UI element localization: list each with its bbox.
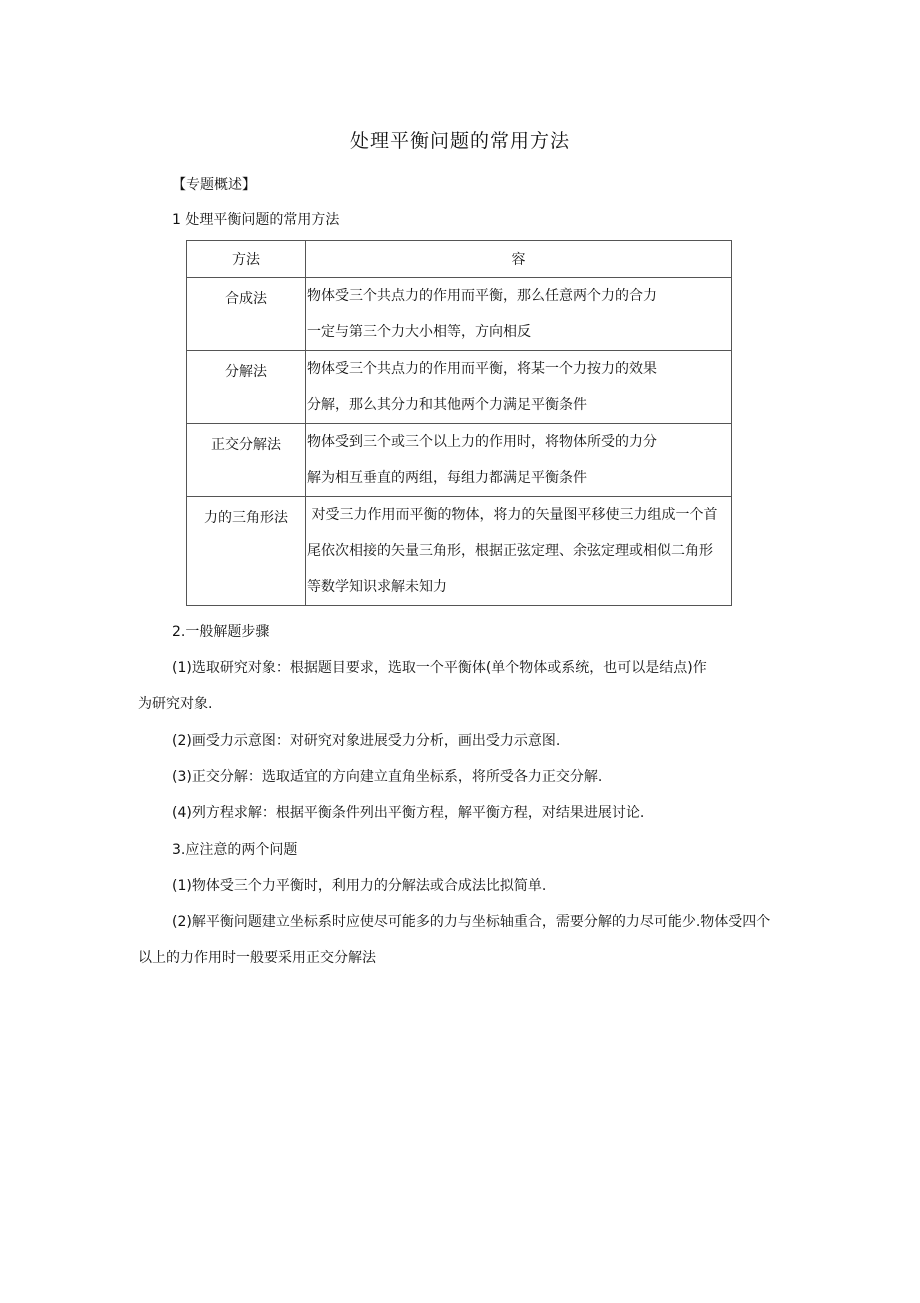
- method-cell: [187, 424, 306, 497]
- section3-item2-line1: (2)解平衡问题建立坐标系时应使尽可能多的力与坐标轴重合，需要分解的力尽可能少.物体受四个: [172, 914, 771, 930]
- overview-heading: 【专题概述】: [172, 177, 256, 193]
- description-line: 对受三力作用而平衡的物体，将力的矢量图平移使三力组成一个首: [307, 507, 718, 523]
- step3: (3)正交分解：选取适宜的方向建立直角坐标系，将所受各力正交分解.: [172, 769, 603, 785]
- method-name: 正交分解法: [211, 437, 281, 453]
- description-cell: [306, 351, 732, 424]
- method-cell: [187, 497, 306, 606]
- methods-table: [186, 240, 732, 606]
- step1-line2: 为研究对象.: [138, 696, 213, 712]
- section3-heading: 3.应注意的两个问题: [172, 842, 298, 858]
- description-cell: [306, 424, 732, 497]
- table-row: [187, 497, 732, 606]
- step1-line1: (1)选取研究对象：根据题目要求，选取一个平衡体(单个物体或系统，也可以是结点)作: [172, 660, 707, 676]
- method-cell: [187, 278, 306, 351]
- description-line: 分解，那么其分力和其他两个力满足平衡条件: [307, 397, 587, 413]
- method-cell: [187, 351, 306, 424]
- description-line: 等数学知识求解未知力: [307, 579, 447, 595]
- description-line: 尾依次相接的矢量三角形，根据正弦定理、余弦定理或相似二角形: [307, 543, 713, 559]
- step4: (4)列方程求解：根据平衡条件列出平衡方程，解平衡方程，对结果进展讨论.: [172, 805, 645, 821]
- table-header-row: [187, 241, 732, 278]
- table-row: [187, 278, 732, 351]
- section3-item1: (1)物体受三个力平衡时，利用力的分解法或合成法比拟简单.: [172, 878, 547, 894]
- description-line: 解为相互垂直的两组，每组力都满足平衡条件: [307, 470, 587, 486]
- description-line: 物体受到三个或三个以上力的作用时，将物体所受的力分: [307, 434, 657, 450]
- description-line: 一定与第三个力大小相等，方向相反: [307, 324, 531, 340]
- table-row: [187, 424, 732, 497]
- section1-heading: 1 处理平衡问题的常用方法: [172, 212, 340, 228]
- header-content: 容: [306, 241, 732, 278]
- section3-item2-line2: 以上的力作用时一般要采用正交分解法: [138, 950, 376, 966]
- header-method: 方法: [187, 241, 306, 278]
- method-name: 分解法: [225, 364, 267, 380]
- description-cell: [306, 278, 732, 351]
- page-title: 处理平衡问题的常用方法: [349, 130, 570, 152]
- method-name: 力的三角形法: [204, 510, 288, 526]
- description-cell: [306, 497, 732, 606]
- table-row: [187, 351, 732, 424]
- description-line: 物体受三个共点力的作用而平衡，那么任意两个力的合力: [307, 288, 657, 304]
- description-line: 物体受三个共点力的作用而平衡，将某一个力按力的效果: [307, 361, 657, 377]
- method-name: 合成法: [225, 291, 267, 307]
- step2: (2)画受力示意图：对研究对象进展受力分析，画出受力示意图.: [172, 733, 561, 749]
- section2-heading: 2.一般解题步骤: [172, 624, 270, 640]
